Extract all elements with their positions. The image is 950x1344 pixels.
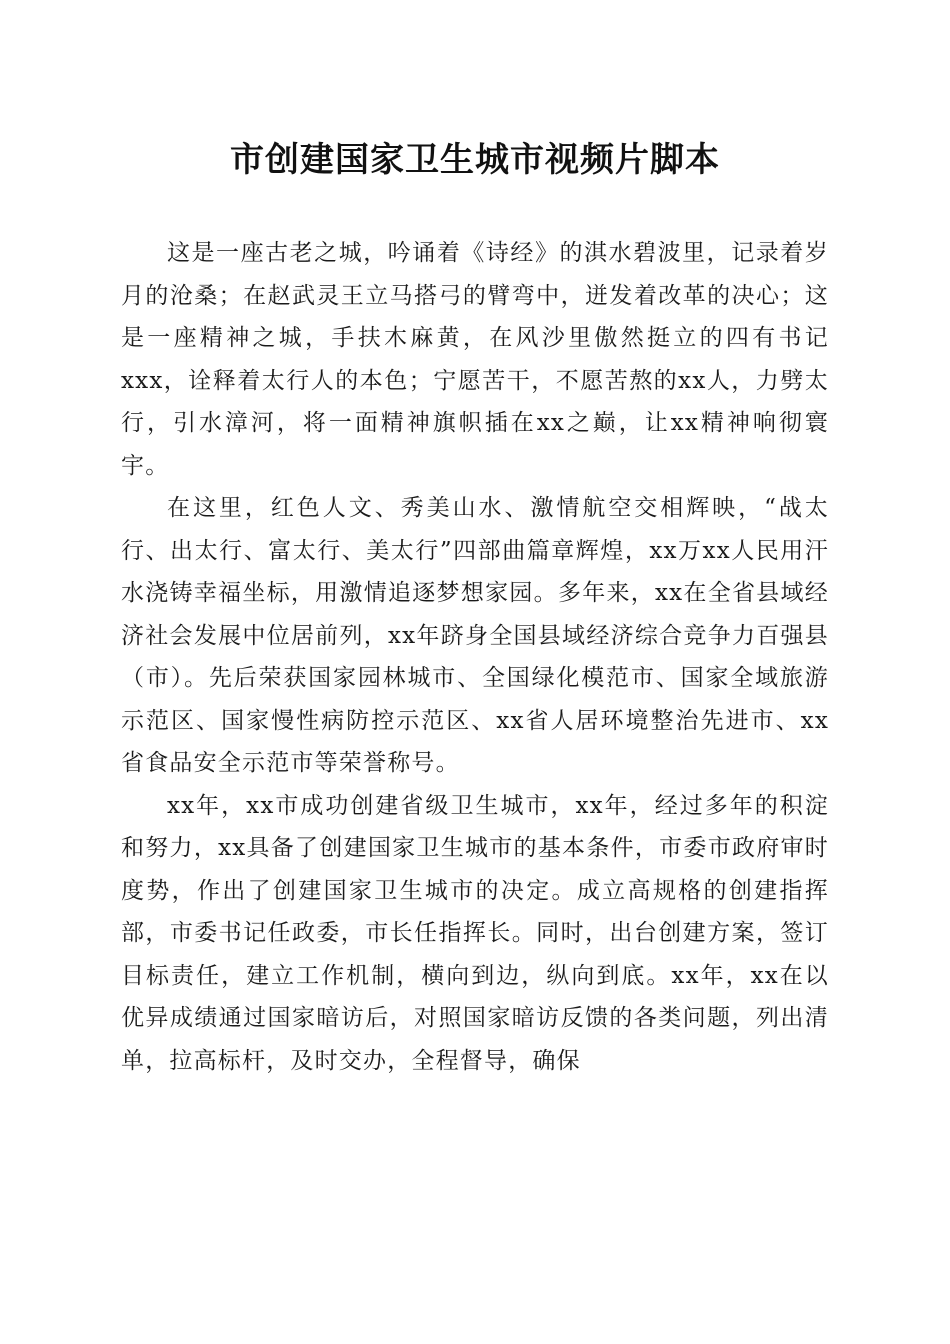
document-title: 市创建国家卫生城市视频片脚本	[230, 140, 720, 180]
paragraph-2: 在这里，红色人文、秀美山水、激情航空交相辉映，“战太行、出太行、富太行、美太行”四部曲篇章辉煌，xx万xx人民用汗水浇铸幸福坐标，用激情追逐梦想家园。多年来，xx在全省县域经济社会发展中位居前列，xx年跻身全国县域经济综合竞争力百强县（市）。先后荣获国家园林城市、全国绿化模范市、国家全域旅游示范区、国家慢性病防控示范区、xx省人居环境整治先进市、xx省食品安全示范市等荣誉称号。	[121, 495, 829, 776]
paragraph-1: 这是一座古老之城，吟诵着《诗经》的淇水碧波里，记录着岁月的沧桑；在赵武灵王立马搭弓的臂弯中，迸发着改革的决心；这是一座精神之城，手扶木麻黄，在风沙里傲然挺立的四有书记xxx，诠释着太行人的本色；宁愿苦干，不愿苦熬的xx人，力劈太行，引水漳河，将一面精神旗帜插在xx之巅，让xx精神响彻寰宇。	[121, 240, 829, 479]
document-body	[121, 232, 829, 1082]
paragraph-3: xx年，xx市成功创建省级卫生城市，xx年，经过多年的积淀和努力，xx具备了创建国家卫生城市的基本条件，市委市政府审时度势，作出了创建国家卫生城市的决定。成立高规格的创建指挥部，市委书记任政委，市长任指挥长。同时，出台创建方案，签订目标责任，建立工作机制，横向到边，纵向到底。xx年，xx在以优异成绩通过国家暗访后，对照国家暗访反馈的各类问题，列出清单，拉高标杆，及时交办，全程督导，确保	[121, 792, 829, 1074]
